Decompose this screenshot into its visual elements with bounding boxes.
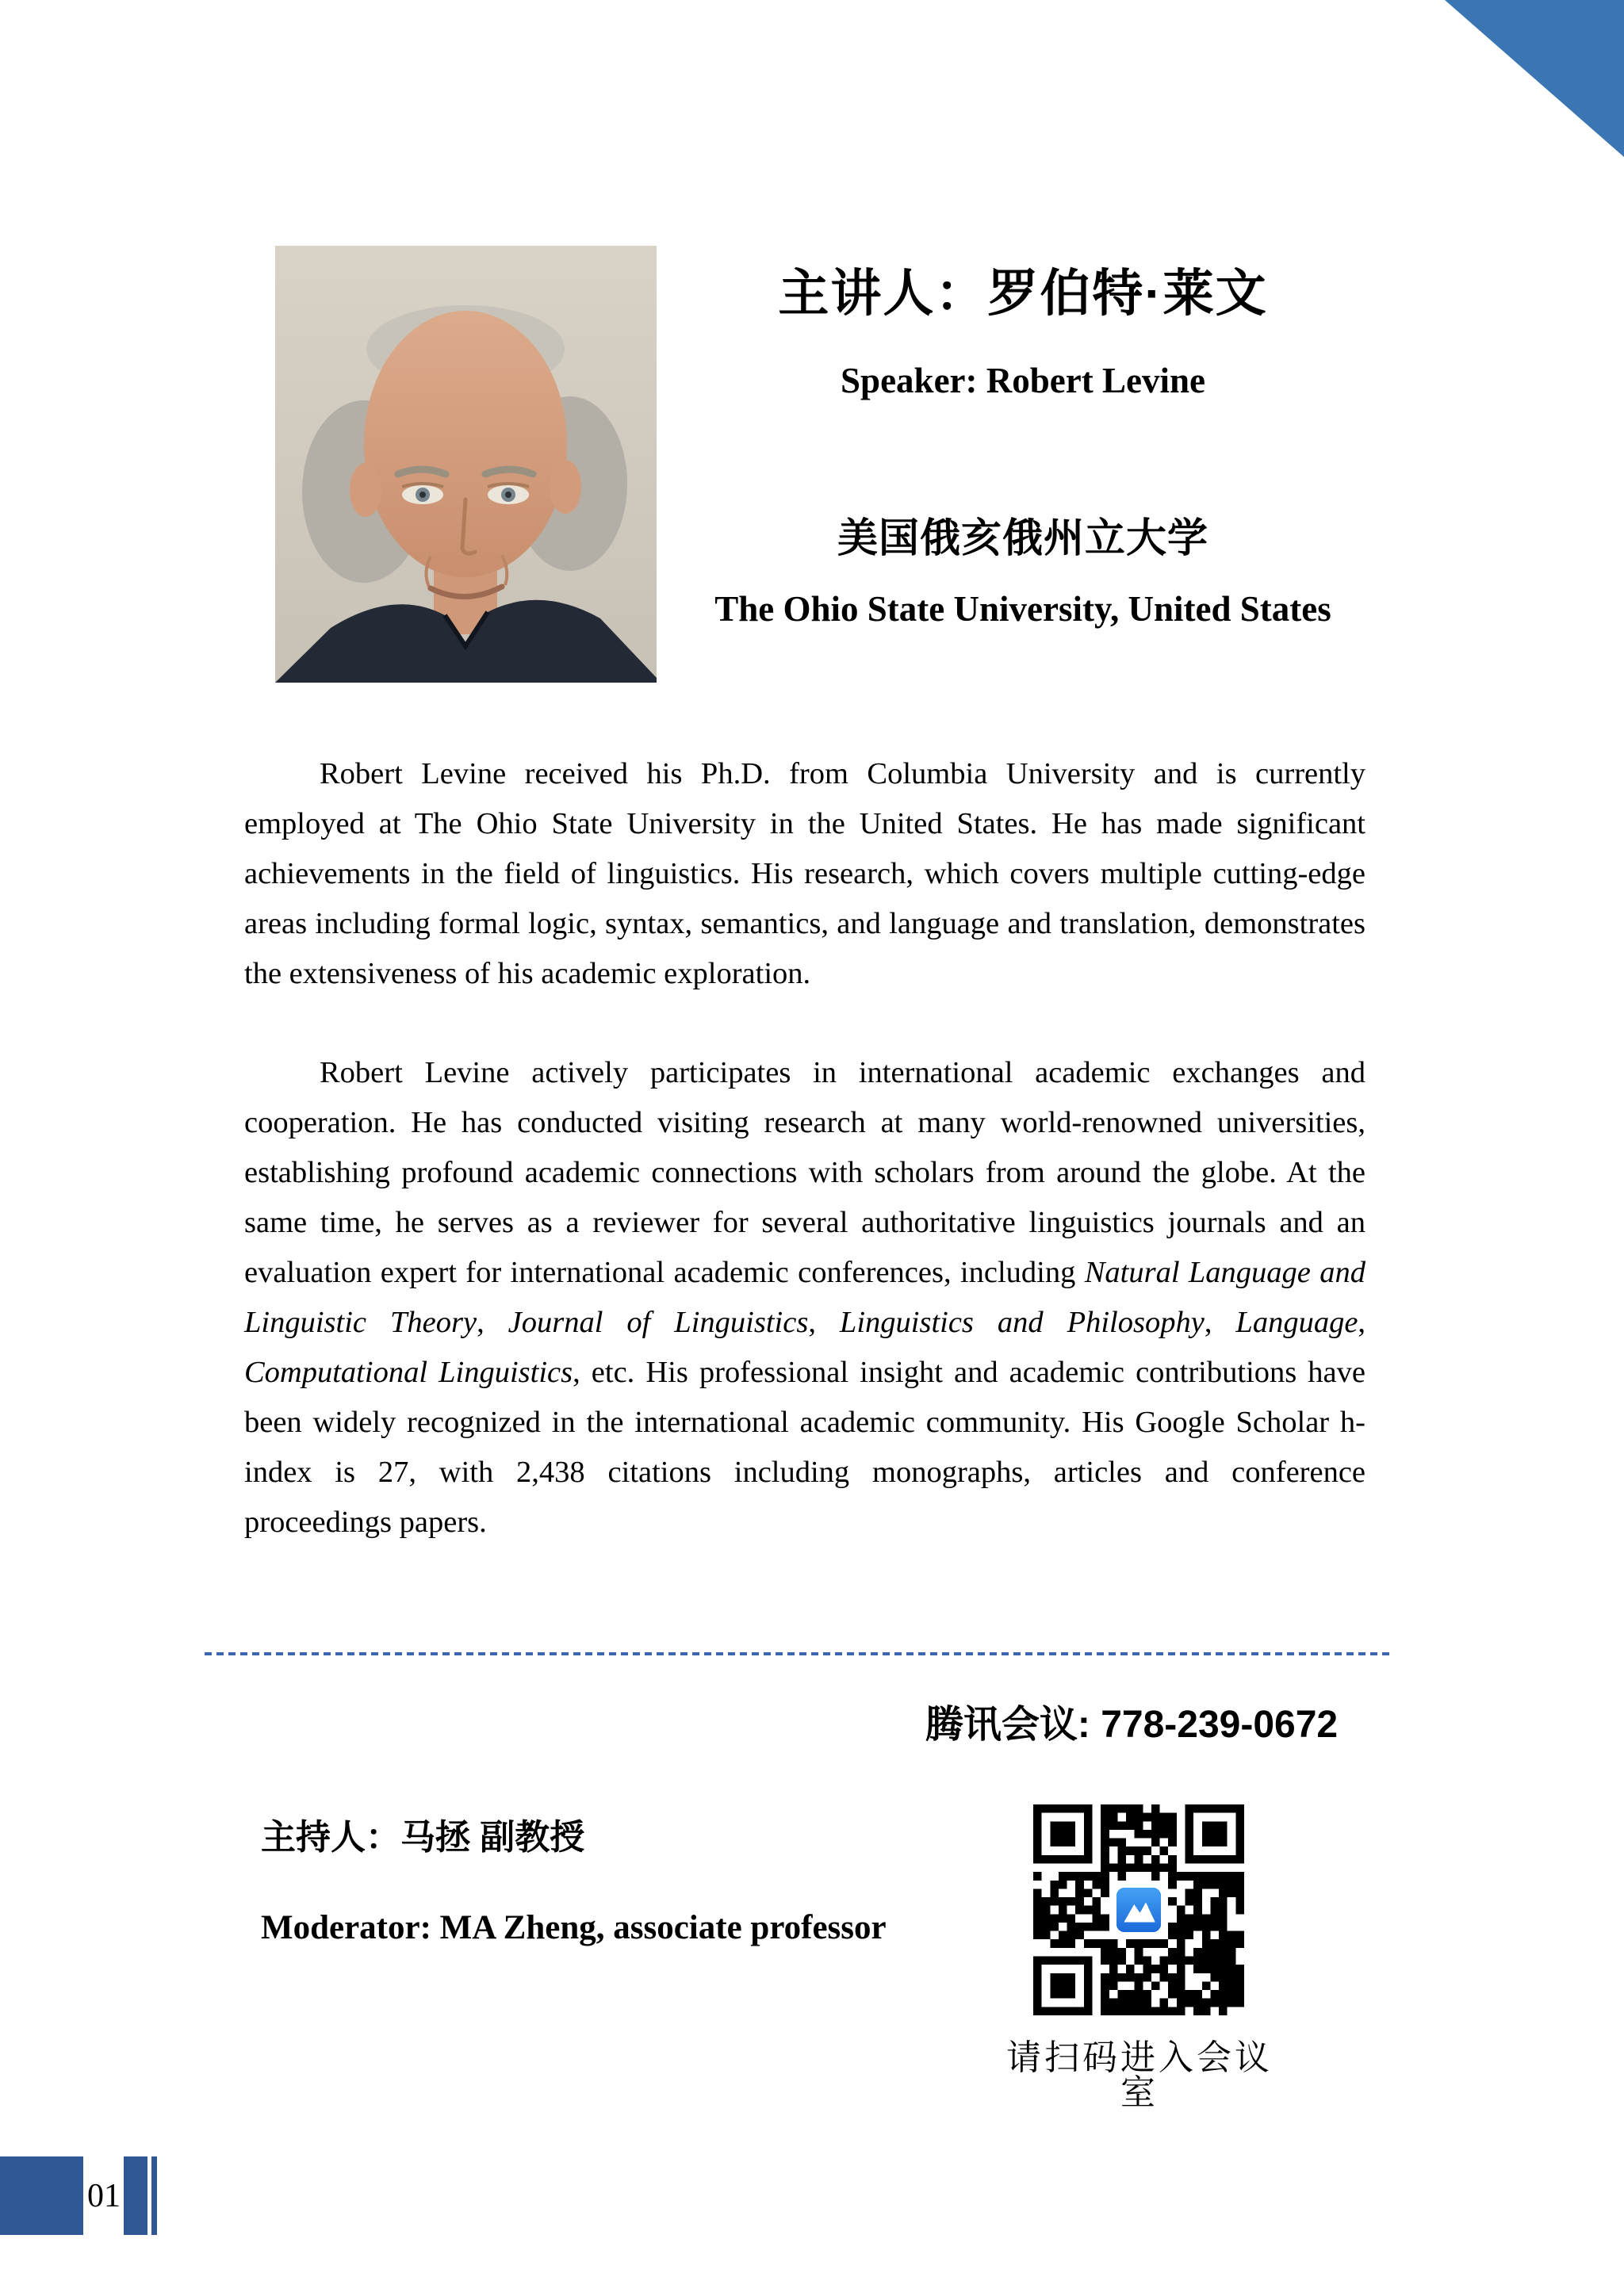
dashed-separator-line bbox=[205, 1652, 1394, 1655]
bio-paragraph-1: Robert Levine received his Ph.D. from Columbia University and is currently employed at The Ohio State University in the United States. He has made significant achievements in the field of linguistics. His research, which covers multiple cutting-edge areas including formal logic, syntax, semantics, and language and translation, demonstrates the extensiveness of his academic exploration. bbox=[244, 757, 1365, 990]
bio-text-segment: Robert Levine actively participates in international academic exchanges and cooperation. He has conducted visiting research at many world-renowned universities, establishing profound academic connections with scholars from around the globe. At the same time, he serves as a reviewer for several authoritative linguistics journals and an evaluation expert for international academic conferences, including bbox=[244, 1056, 1365, 1289]
meeting-label-cn: 腾讯会议 bbox=[925, 1704, 1078, 1746]
bio-text-segment: , bbox=[808, 1306, 840, 1339]
meeting-id-line bbox=[814, 1706, 1449, 1744]
moderator-line-cn: 主持人：马拯 副教授 bbox=[261, 1818, 585, 1857]
journal-name: Language bbox=[1235, 1306, 1358, 1339]
journal-name: Computational Linguistics bbox=[244, 1356, 573, 1389]
footer-blue-bar bbox=[124, 2156, 147, 2235]
journal-name: Natural Language and Linguistic Theory bbox=[244, 1256, 1365, 1339]
bio-paragraph-2 bbox=[244, 1048, 1365, 1548]
corner-triangle-decoration bbox=[1445, 0, 1624, 157]
speaker-photo bbox=[275, 246, 657, 683]
meeting-number: 778-239-0672 bbox=[1101, 1704, 1339, 1746]
qr-code bbox=[1033, 1804, 1244, 2015]
journal-name: Linguistics and Philosophy bbox=[839, 1306, 1205, 1339]
qr-code-graphic bbox=[1033, 1804, 1244, 2015]
qr-caption: 请扫码进入会议室 bbox=[1006, 2038, 1273, 2112]
footer-blue-thin-bar bbox=[151, 2156, 157, 2235]
page-number: 01 bbox=[87, 2177, 121, 2214]
portrait-illustration bbox=[275, 246, 657, 683]
university-cn: 美国俄亥俄州立大学 bbox=[837, 515, 1208, 561]
bio-text-segment: , bbox=[1204, 1306, 1236, 1339]
journal-name: Journal of Linguistics bbox=[508, 1306, 809, 1339]
bio-text-segment: , bbox=[1358, 1306, 1366, 1339]
speaker-title-cn: 主讲人：罗伯特·莱文 bbox=[778, 265, 1268, 322]
tencent-meeting-logo-icon bbox=[1112, 1883, 1165, 1936]
meeting-colon: : bbox=[1077, 1704, 1101, 1746]
university-en: The Ohio State University, United States bbox=[714, 589, 1331, 629]
bio-text-segment: , etc. His professional insight and academic contributions have been widely recognized in the international academic community. His Google Scholar h-index is 27, with 2,438 citations including monographs, articles and conference proceedings papers. bbox=[244, 1356, 1365, 1539]
footer-blue-rectangle bbox=[0, 2156, 83, 2235]
header-text-column bbox=[674, 246, 1372, 627]
moderator-line-en: Moderator: MA Zheng, associate professor bbox=[261, 1909, 887, 1946]
biography-section bbox=[244, 749, 1365, 1548]
speaker-title-en: Speaker: Robert Levine bbox=[841, 361, 1205, 400]
bio-text-segment: , bbox=[477, 1306, 508, 1339]
